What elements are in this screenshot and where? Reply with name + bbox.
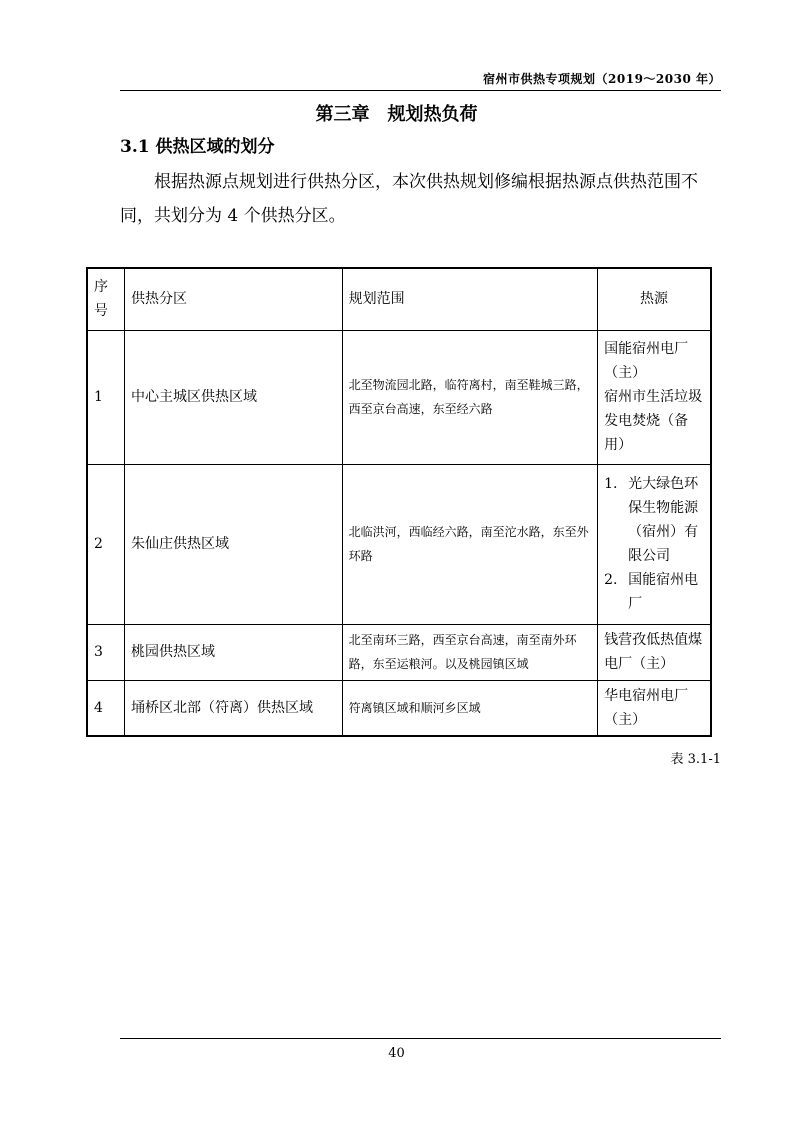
source-list-item (604, 568, 704, 616)
row-scope: 北至南环三路，西至京台高速，南至南外环路，东至运粮河。以及桃园镇区域 (342, 624, 598, 680)
source-list-text: 国能宿州电厂 (628, 572, 699, 612)
header-scope: 规划范围 (342, 268, 598, 330)
table-caption: 表 3.1-1 (670, 752, 721, 767)
row-no: 3 (87, 624, 124, 680)
body-paragraph: 根据热源点规划进行供热分区，本次供热规划修编根据热源点供热范围不同，共划分为 4 个供热分区。 (120, 172, 698, 226)
table-row (87, 464, 711, 624)
header-zone: 供热分区 (124, 268, 342, 330)
table-row (87, 624, 711, 680)
header-source: 热源 (598, 268, 711, 330)
source-list (604, 472, 704, 616)
row-scope: 北临洪河，西临经六路，南至沱水路，东至外环路 (342, 464, 598, 624)
row-zone: 朱仙庄供热区域 (124, 464, 342, 624)
section-title: 3.1 供热区域的划分 (120, 137, 275, 157)
row-source (598, 330, 711, 464)
source-list-text: 光大绿色环保生物能源（宿州）有限公司 (628, 476, 699, 564)
header-rule (120, 90, 721, 91)
row-source: 钱营孜低热值煤电厂（主） (598, 624, 711, 680)
footer-rule (120, 1038, 721, 1039)
row-no: 2 (87, 464, 124, 624)
header-no: 序号 (87, 268, 124, 330)
page-number: 40 (388, 1046, 405, 1061)
heating-zone-table (86, 267, 712, 737)
table-row (87, 330, 711, 464)
source-list-item (604, 472, 704, 568)
row-zone: 桃园供热区域 (124, 624, 342, 680)
table-header-row (87, 268, 711, 330)
chapter-title: 第三章 规划热负荷 (315, 104, 478, 125)
table-row (87, 680, 711, 736)
running-header: 宿州市供热专项规划（2019～2030 年） (483, 72, 721, 86)
row-no: 4 (87, 680, 124, 736)
source-list-number: 2. (604, 572, 618, 588)
row-scope: 北至物流园北路，临符离村，南至鞋城三路，西至京台高速，东至经六路 (342, 330, 598, 464)
source-list-number: 1. (604, 476, 618, 492)
row-zone: 中心主城区供热区域 (124, 330, 342, 464)
source-line: 宿州市生活垃圾发电焚烧（备用） (604, 389, 703, 453)
row-source (598, 464, 711, 624)
source-line: 国能宿州电厂（主） (604, 341, 689, 381)
row-scope: 符离镇区域和顺河乡区域 (342, 680, 598, 736)
row-source: 华电宿州电厂（主） (598, 680, 711, 736)
row-zone: 埇桥区北部（符离）供热区域 (124, 680, 342, 736)
row-no: 1 (87, 330, 124, 464)
